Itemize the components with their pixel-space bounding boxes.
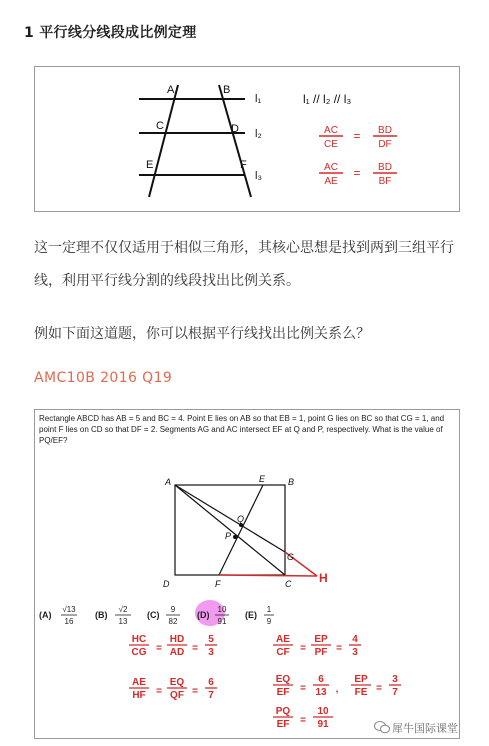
- label-P: P: [225, 531, 232, 541]
- label-b: B: [223, 84, 231, 96]
- n2-d: QF: [170, 690, 184, 701]
- n4-eq: =: [300, 683, 306, 694]
- problem-statement: Rectangle ABCD has AB = 5 and BC = 4. Point E lies on AB so that EB = 1, point G lies on BC so that CG = 1, and point F lies on CD so that DF = 2. Segments AG and AC intersect EF at Q and P, respectively. What is the value of PQ/EF?: [39, 414, 445, 445]
- choice-c-letter: (C): [147, 610, 160, 620]
- n4-a: EQ: [275, 674, 291, 685]
- parallel-lines-figure: [34, 66, 460, 212]
- n5-d: 7: [392, 687, 398, 698]
- label-F: F: [215, 579, 221, 589]
- n3-eq1: =: [300, 643, 306, 654]
- watermark: 犀牛国际课堂: [392, 722, 458, 735]
- label-d: D: [231, 123, 239, 135]
- n3-e: 4: [352, 634, 358, 645]
- label-l1: l₁: [255, 93, 262, 105]
- n6-eq: =: [300, 715, 306, 726]
- label-C: C: [285, 579, 292, 589]
- ratio2-rhs-den: BF: [378, 176, 392, 187]
- choice-c-num: 9: [170, 605, 176, 614]
- label-a: A: [167, 84, 175, 96]
- choice-c: [147, 605, 180, 626]
- red-extension-dh: [219, 575, 317, 576]
- choice-d-letter: (D): [197, 610, 210, 620]
- n2-b: HF: [132, 690, 146, 701]
- choice-b-num: √2: [118, 605, 128, 614]
- choice-c-den: 82: [168, 617, 178, 626]
- n2-a: AE: [132, 677, 146, 688]
- choice-b-den: 13: [118, 617, 128, 626]
- transversal-right: [219, 85, 251, 197]
- problem-reference: AMC10B 2016 Q19: [34, 370, 173, 386]
- n-comma: ,: [335, 684, 339, 695]
- choice-a: [39, 605, 77, 626]
- label-D: D: [163, 579, 170, 589]
- n3-b: CF: [276, 647, 290, 658]
- n2-eq1: =: [156, 686, 162, 697]
- n2-f: 7: [208, 690, 214, 701]
- ratio1-rhs-num: BD: [378, 125, 392, 136]
- n5-c: 3: [392, 674, 398, 685]
- choice-d-den: 91: [217, 617, 227, 626]
- n3-a: AE: [276, 634, 290, 645]
- n4-b: EF: [276, 687, 290, 698]
- choice-e-den: 9: [266, 617, 272, 626]
- n5-a: EP: [354, 674, 368, 685]
- ratio1-equals: =: [353, 129, 361, 143]
- ratio2-lhs-den: AE: [324, 176, 338, 187]
- label-f: F: [240, 159, 247, 171]
- choice-e-num: 1: [266, 605, 272, 614]
- n6-b: EF: [276, 719, 290, 730]
- n1-f: 3: [208, 647, 214, 658]
- choice-a-num: √13: [62, 605, 76, 614]
- choice-b-letter: (B): [95, 610, 108, 620]
- n5-eq: =: [376, 683, 382, 694]
- label-c: C: [156, 120, 164, 132]
- segment-ef: [219, 485, 263, 575]
- choice-b: [95, 605, 131, 626]
- n6-a: PQ: [275, 706, 291, 717]
- choice-e: [245, 605, 274, 626]
- choice-d: [197, 605, 229, 626]
- choice-a-den: 16: [64, 617, 74, 626]
- label-H: H: [319, 571, 328, 585]
- n4-c: 6: [318, 674, 324, 685]
- n1-d: AD: [169, 647, 185, 658]
- n2-c: EQ: [169, 677, 185, 688]
- n1-eq2: =: [192, 643, 198, 654]
- n1-c: HD: [169, 634, 185, 645]
- n4-d: 13: [315, 687, 327, 698]
- label-E: E: [259, 474, 266, 484]
- ratio1-lhs-den: CE: [324, 139, 338, 150]
- parallel-note: l₁ // l₂ // l₃: [303, 92, 352, 106]
- segment-ac: [175, 485, 285, 575]
- n3-d: PF: [314, 647, 328, 658]
- transversal-left: [149, 85, 178, 197]
- label-Q: Q: [237, 514, 245, 524]
- problem-figure: [34, 409, 460, 739]
- choice-d-num: 10: [217, 605, 227, 614]
- ratio1-lhs-num: AC: [324, 125, 338, 136]
- n6-d: 91: [317, 719, 329, 730]
- ratio1-rhs-den: DF: [378, 139, 392, 150]
- n3-eq2: =: [336, 643, 342, 654]
- n2-eq2: =: [192, 686, 198, 697]
- ratio2-equals: =: [353, 166, 361, 180]
- answer-choices: [39, 602, 339, 628]
- n1-e: 5: [208, 634, 214, 645]
- label-l3: l₃: [255, 170, 262, 182]
- ratio2-rhs-num: BD: [378, 162, 392, 173]
- n1-eq1: =: [156, 643, 162, 654]
- choice-e-letter: (E): [245, 610, 257, 620]
- section-title: 1 平行线分线段成比例定理: [24, 25, 197, 41]
- label-A: A: [165, 477, 172, 487]
- segment-ag: [175, 485, 285, 552]
- label-l2: l₂: [255, 128, 262, 140]
- label-e: E: [146, 159, 154, 171]
- n1-b: CG: [131, 647, 147, 658]
- label-G: G: [287, 552, 295, 562]
- n5-b: FE: [354, 687, 368, 698]
- n2-e: 6: [208, 677, 214, 688]
- label-B: B: [288, 477, 295, 487]
- parallel-lines-diagram: [35, 67, 461, 213]
- n6-c: 10: [317, 706, 329, 717]
- n3-f: 3: [352, 647, 358, 658]
- question-paragraph: 例如下面这道题，你可以根据平行线找出比例关系么？: [34, 326, 370, 342]
- point-p: [233, 535, 237, 539]
- choice-a-letter: (A): [39, 610, 52, 620]
- wechat-icon: [374, 720, 390, 734]
- n1-a: HC: [131, 634, 147, 645]
- ratio2-lhs-num: AC: [324, 162, 338, 173]
- n3-c: EP: [314, 634, 328, 645]
- explanation-paragraph: 这一定理不仅仅适用于相似三角形，其核心思想是找到两到三组平行线，利用平行线分割的线段找出比例关系。: [34, 240, 454, 289]
